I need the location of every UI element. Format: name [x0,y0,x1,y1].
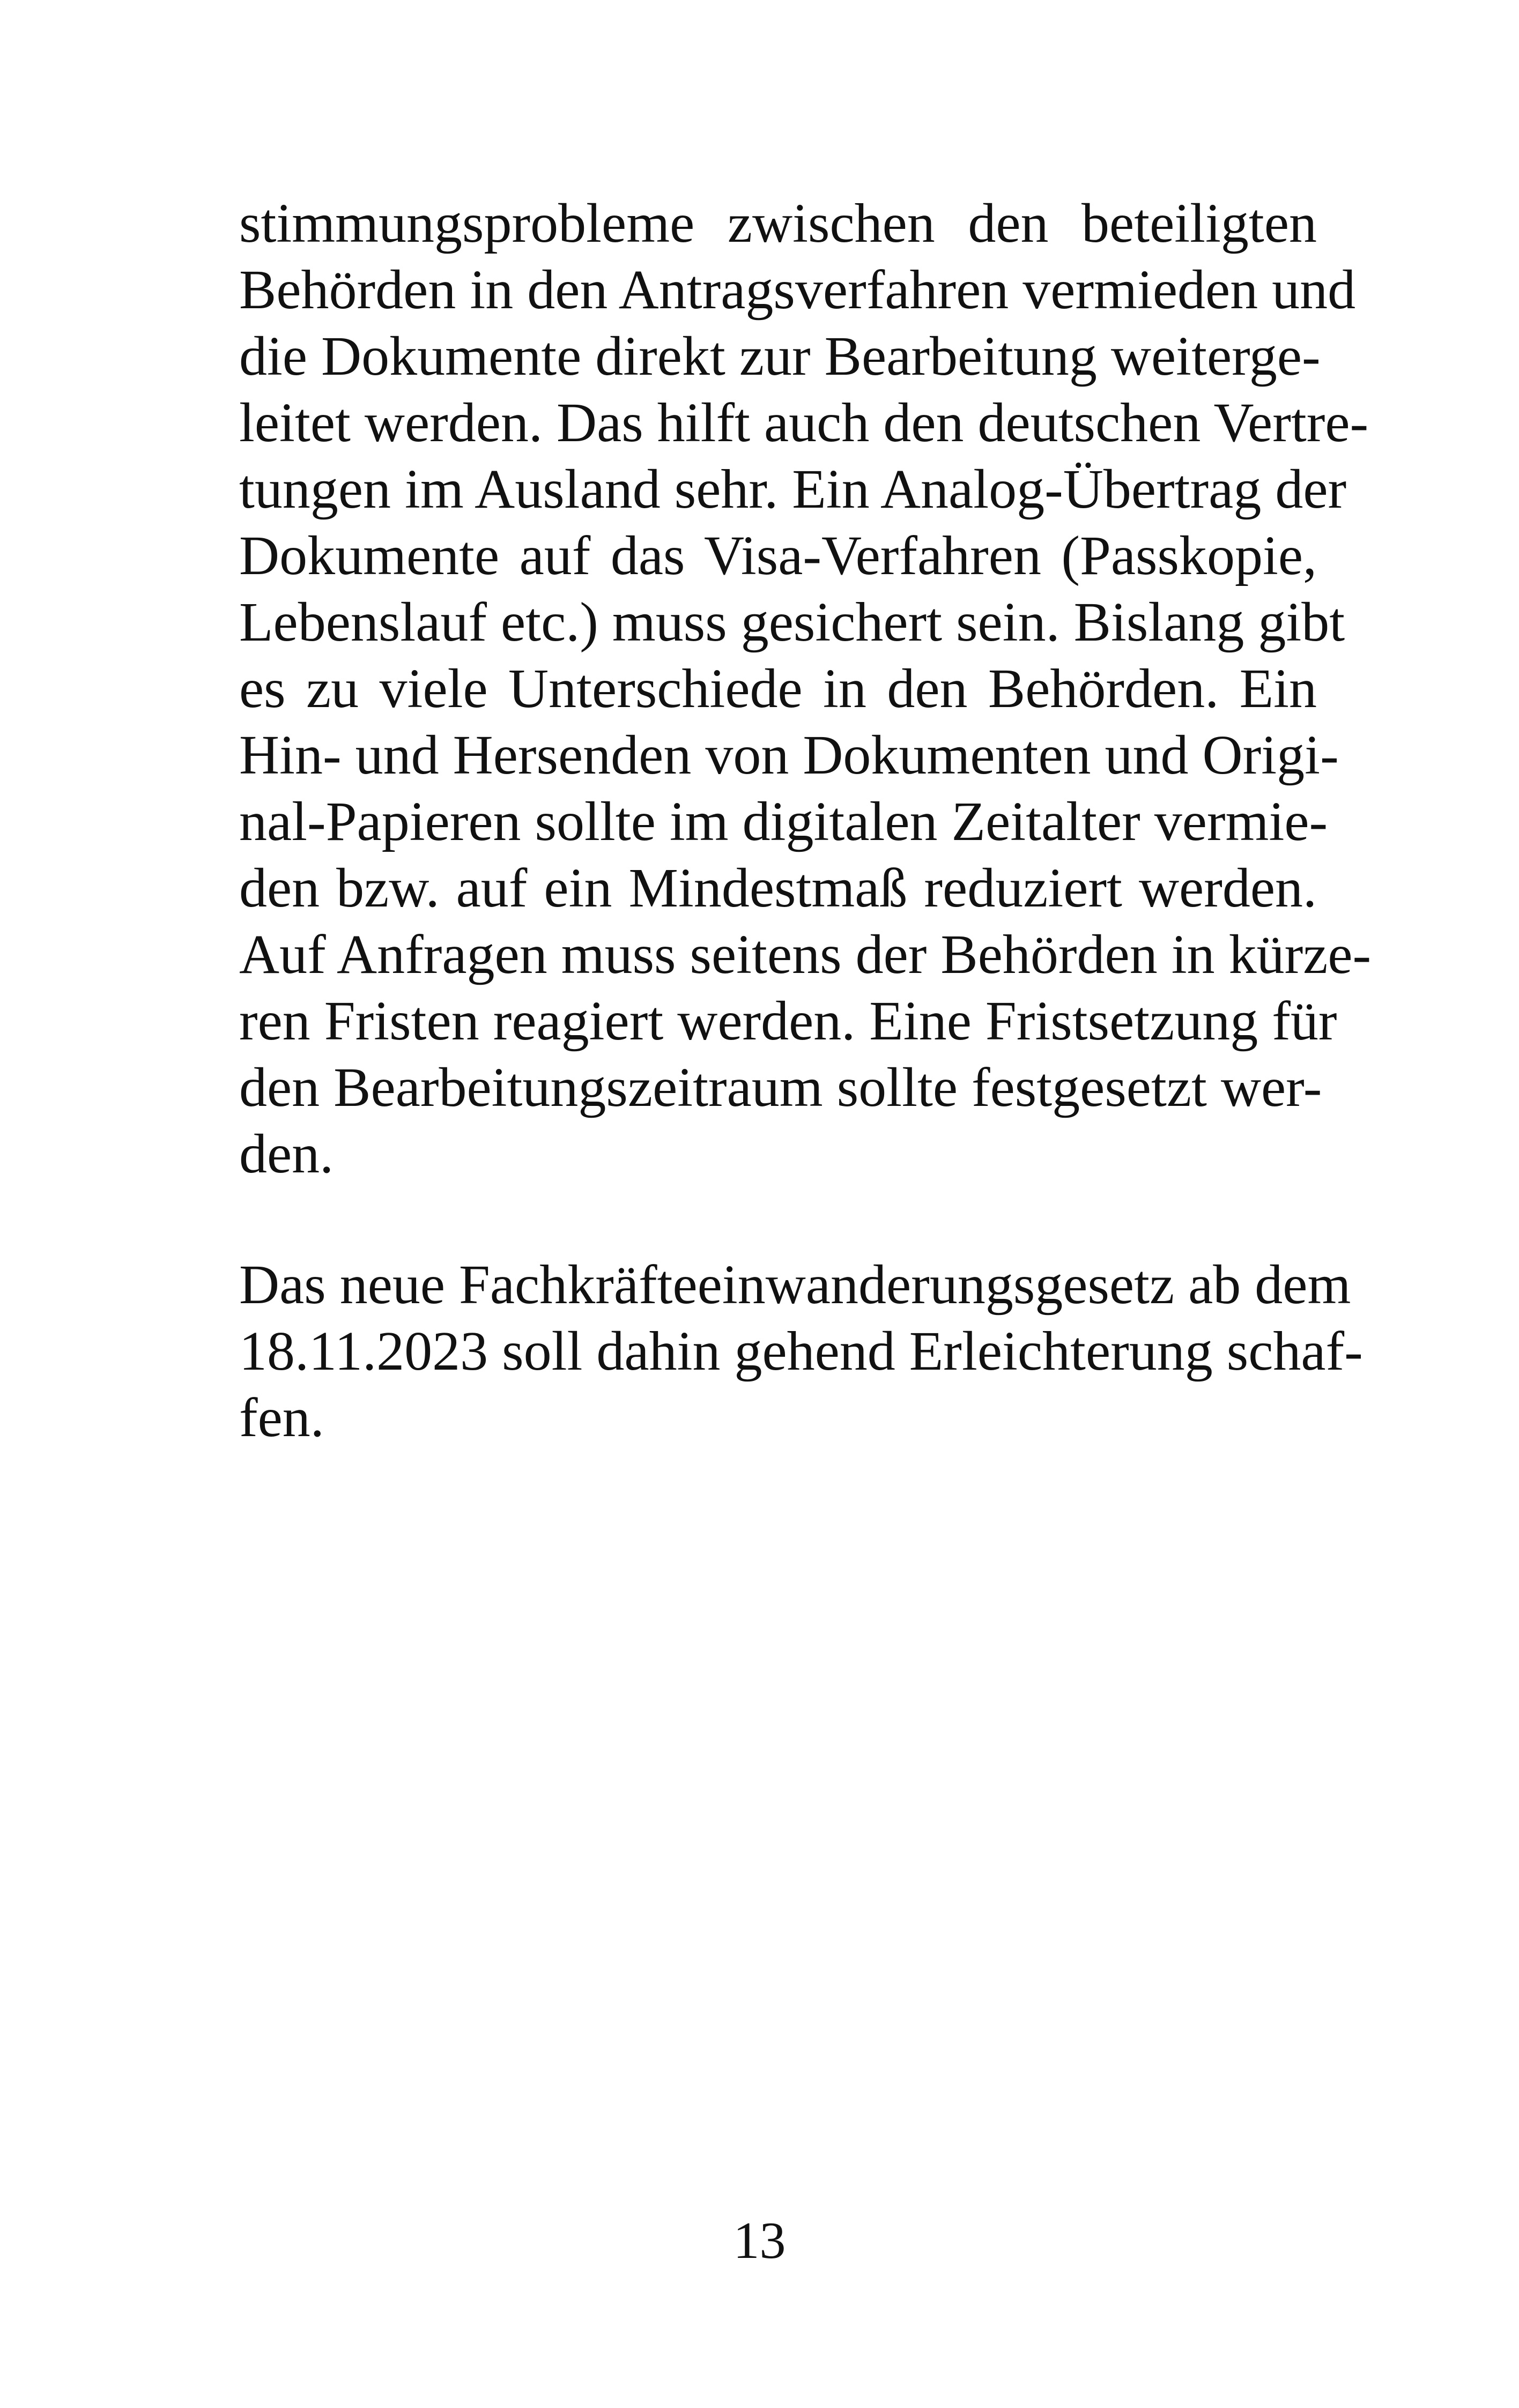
text-line: Lebenslauf etc.) muss gesichert sein. Bislang gibt [239,591,1345,653]
text-line: leitet werden. Das hilft auch den deutschen Vertre- [239,392,1369,454]
text-line: Dokumente auf das Visa-Verfahren (Passkopie, [239,525,1317,586]
text-line: fen. [239,1387,324,1448]
text-line: den Bearbeitungszeitraum sollte festgesetzt wer- [239,1057,1322,1118]
text-line: es zu viele Unterschiede in den Behörden. Ein [239,658,1317,719]
text-line: Hin- und Hersenden von Dokumenten und Origi- [239,724,1339,786]
text-line: Auf Anfragen muss seitens der Behörden in kürze- [239,924,1372,985]
text-line: stimmungsprobleme zwischen den beteiligten [239,192,1317,254]
text-line: ren Fristen reagiert werden. Eine Fristsetzung für [239,990,1337,1052]
body-paragraph-2 [239,1252,1363,1451]
text-line: Das neue Fachkräfteeinwanderungsgesetz ab dem [239,1254,1351,1316]
text-line: den bzw. auf ein Mindestmaß reduziert werden. [239,857,1317,919]
body-paragraph-1 [239,190,1372,1187]
text-line: nal-Papieren sollte im digitalen Zeitalter vermie- [239,791,1328,852]
text-line: tungen im Ausland sehr. Ein Analog-Übertrag der [239,458,1347,520]
text-line: Behörden in den Antragsverfahren vermieden und [239,259,1356,321]
text-line: den. [239,1123,334,1185]
text-line: 18.11.2023 soll dahin gehend Erleichterung schaf- [239,1320,1363,1382]
page-number: 13 [733,2212,786,2270]
text-line: die Dokumente direkt zur Bearbeitung weiterge- [239,325,1321,387]
